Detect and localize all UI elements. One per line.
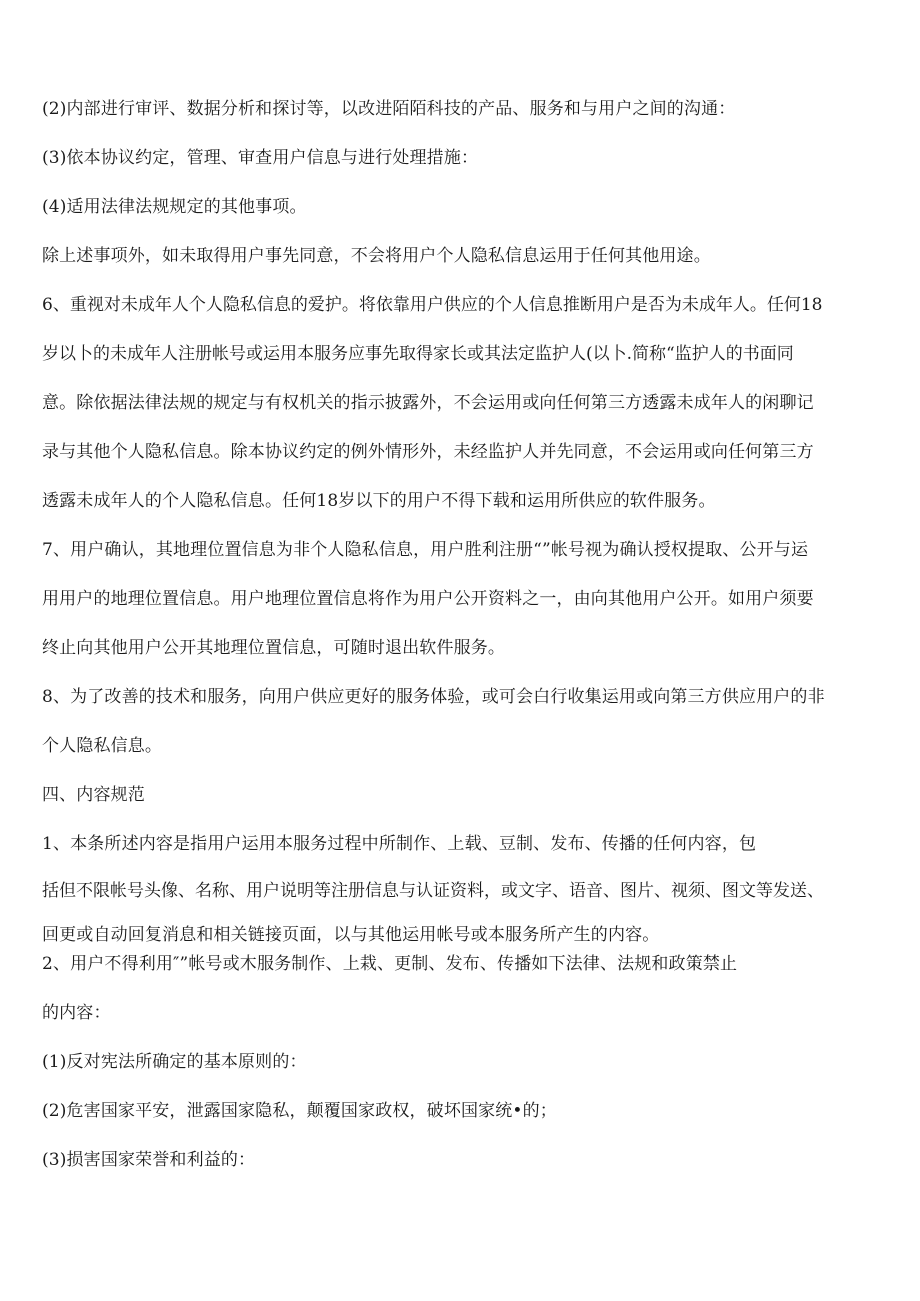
line-6-minors-d: 录与其他个人隐私信息。除本协议约定的例外情形外，未经监护人并先同意，不会运用或向任何第三方 <box>42 442 814 462</box>
line-1-content-c: 回更或自动回复消息和相关链接页面，以与其他运用帐号或本服务所产生的内容。 <box>42 925 660 945</box>
item-2-endanger-security: (2)危害国家平安，泄露国家隐私，颠覆国家政权，破坏国家统•的； <box>42 1101 557 1121</box>
item-1-oppose-constitution: (1)反对宪法所确定的基本原则的： <box>42 1052 307 1072</box>
item-3-harm-honor: (3)损害国家荣誉和利益的： <box>42 1150 256 1170</box>
line-6-minors-a: 6、重视对未成年人个人隐私信息的爱护。将依靠用户供应的个人信息推断用户是否为未成年人。任何18 <box>42 295 823 315</box>
line-1-content-a: 1、本条所述内容是指用户运用本服务过程中所制作、上载、豆制、发布、传播的任何内容，包 <box>42 834 757 854</box>
line-4-other-matters: (4)适用法律法规规定的其他事项。 <box>42 197 307 217</box>
line-6-minors-e: 透露未成年人的个人隐私信息。任何18岁以下的用户不得下载和运用所供应的软件服务。 <box>42 491 716 511</box>
section-heading-content-rules: 四、内容规范 <box>42 785 145 805</box>
line-7-location-b: 用用户的地理位置信息。用户地理位置信息将作为用户公开资料之一，由向其他用户公开。如用户须要 <box>42 589 814 609</box>
line-1-content-b: 括但不限帐号头像、名称、用户说明等注册信息与认证资料，或文字、语音、图片、视须、图文等发送、 <box>42 881 824 901</box>
line-8-improve-a: 8、为了改善的技术和服务，向用户供应更好的服务体验，或可会白行收集运用或向第三方供应用户的非 <box>42 687 825 707</box>
line-2-internal-review: (2)内部进行审评、数据分析和探讨等，以改进陌陌科技的产品、服务和与用户之间的沟通： <box>42 99 736 119</box>
line-3-manage-review: (3)依本协议约定，管理、审查用户信息与进行处理措施： <box>42 148 479 168</box>
line-6-minors-c: 意。除依据法律法规的规定与有权机关的指示披露外，不会运用或向任何第三方透露未成年人的闲聊记 <box>42 393 814 413</box>
line-2-prohibited-b: 的内容： <box>42 1003 111 1023</box>
line-6-minors-b: 岁以卜的未成年人注册帐号或运用本服务应事先取得家长或其法定监护人(以卜.简称“监护人的书面同 <box>42 344 794 364</box>
line-except-matters: 除上述事项外，如未取得用户事先同意，不会将用户个人隐私信息运用于任何其他用途。 <box>42 246 711 266</box>
line-2-prohibited-a: 2、用户不得利用″”帐号或木服务制作、上栽、更制、发布、传播如下法律、法规和政策禁止 <box>42 954 738 974</box>
line-7-location-a: 7、用户确认，其地理位置信息为非个人隐私信息，用户胜利注册“”帐号视为确认授权提取、公开与运 <box>42 540 809 560</box>
line-8-improve-b: 个人隐私信息。 <box>42 736 163 756</box>
line-7-location-c: 终止向其他用户公开其地理位置信息，可随时退出软件服务。 <box>42 638 506 658</box>
